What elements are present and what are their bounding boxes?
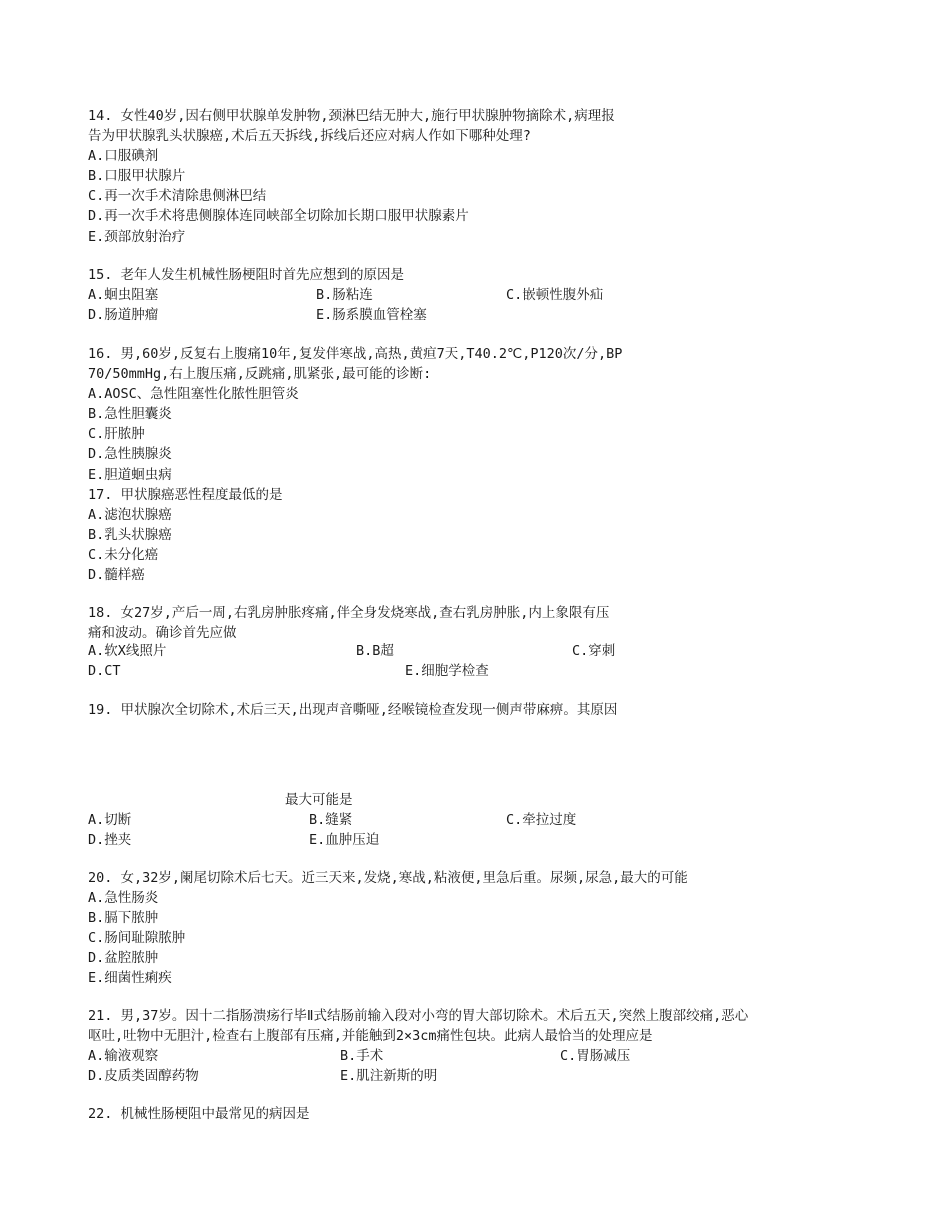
- question-14-option-c: C.再一次手术清除患侧淋巴结: [88, 188, 267, 204]
- question-16-option-c: C.肝脓肿: [88, 426, 145, 442]
- question-20-option-b: B.膈下脓肿: [88, 910, 159, 926]
- question-18-option-d: D.CT: [88, 663, 121, 679]
- question-20-option-c: C.肠间耻隙脓肿: [88, 930, 186, 946]
- question-15-option-d: D.肠道肿瘤: [88, 307, 159, 323]
- question-21-option-d: D.皮质类固醇药物: [88, 1068, 199, 1084]
- question-20-option-e: E.细菌性痢疾: [88, 970, 172, 986]
- question-15-option-b: B.肠粘连: [316, 287, 373, 303]
- question-18-stem-line-2: 痛和波动。确诊首先应做: [88, 625, 237, 641]
- question-22-stem: 22. 机械性肠梗阻中最常见的病因是: [88, 1106, 310, 1122]
- question-16-option-a: A.AOSC、急性阻塞性化脓性胆管炎: [88, 386, 299, 402]
- question-19-option-b: B.缝紧: [309, 812, 353, 828]
- question-18-option-c: C.穿刺: [572, 643, 616, 659]
- question-15-option-c: C.嵌顿性腹外疝: [506, 287, 604, 303]
- question-21-option-b: B.手术: [340, 1048, 384, 1064]
- question-18-option-a: A.软X线照片: [88, 643, 167, 659]
- question-18-option-b: B.B超: [356, 643, 394, 659]
- question-16-option-e: E.胆道蛔虫病: [88, 467, 172, 483]
- question-15-stem: 15. 老年人发生机械性肠梗阻时首先应想到的原因是: [88, 267, 405, 283]
- question-15-option-a: A.蛔虫阻塞: [88, 287, 159, 303]
- question-17-option-d: D.髓样癌: [88, 567, 145, 583]
- question-21-stem-line-2: 呕吐,吐物中无胆汁,检查右上腹部有压痛,并能触到2×3cm痛性包块。此病人最恰当的处理应是: [88, 1028, 653, 1044]
- question-14-stem-line-1: 14. 女性40岁,因右侧甲状腺单发肿物,颈淋巴结无肿大,施行甲状腺肿物摘除术,病理报: [88, 108, 615, 124]
- question-19-option-a: A.切断: [88, 812, 132, 828]
- question-21-option-a: A.输液观察: [88, 1048, 159, 1064]
- question-21-stem-line-1: 21. 男,37岁。因十二指肠溃疡行毕Ⅱ式结肠前输入段对小弯的胃大部切除术。术后五天,突然上腹部绞痛,恶心: [88, 1008, 749, 1024]
- question-17-option-c: C.未分化癌: [88, 547, 159, 563]
- question-14-option-e: E.颈部放射治疗: [88, 229, 186, 245]
- question-19-stem-line-1: 19. 甲状腺次全切除术,术后三天,出现声音嘶哑,经喉镜检查发现一侧声带麻痹。其原因: [88, 702, 618, 718]
- question-20-option-d: D.盆腔脓肿: [88, 950, 159, 966]
- question-18-option-e: E.细胞学检查: [405, 663, 489, 679]
- question-18-stem-line-1: 18. 女27岁,产后一周,右乳房肿胀疼痛,伴全身发烧寒战,查右乳房肿胀,内上象限有压: [88, 605, 610, 621]
- question-19-option-d: D.挫夹: [88, 832, 132, 848]
- question-21-option-c: C.胃肠减压: [560, 1048, 631, 1064]
- question-19-option-c: C.牵拉过度: [506, 812, 577, 828]
- question-17-option-a: A.滤泡状腺癌: [88, 507, 172, 523]
- question-14-stem-line-2: 告为甲状腺乳头状腺癌,术后五天拆线,拆线后还应对病人作如下哪种处理?: [88, 128, 531, 144]
- question-21-option-e: E.肌注新斯的明: [340, 1068, 438, 1084]
- question-16-option-b: B.急性胆囊炎: [88, 406, 172, 422]
- question-19-option-e: E.血肿压迫: [309, 832, 380, 848]
- question-20-option-a: A.急性肠炎: [88, 890, 159, 906]
- question-14-option-b: B.口服甲状腺片: [88, 168, 186, 184]
- question-17-stem: 17. 甲状腺癌恶性程度最低的是: [88, 487, 283, 503]
- question-16-stem-line-2: 70/50mmHg,右上腹压痛,反跳痛,肌紧张,最可能的诊断:: [88, 366, 432, 382]
- question-15-option-e: E.肠系膜血管栓塞: [316, 307, 427, 323]
- question-19-stem-line-2: 最大可能是: [285, 792, 353, 808]
- question-16-option-d: D.急性胰腺炎: [88, 446, 172, 462]
- question-14-option-a: A.口服碘剂: [88, 148, 159, 164]
- question-20-stem: 20. 女,32岁,阑尾切除术后七天。近三天来,发烧,寒战,粘液便,里急后重。尿频,尿急,最大的可能: [88, 870, 688, 886]
- question-16-stem-line-1: 16. 男,60岁,反复右上腹痛10年,复发伴寒战,高热,黄疸7天,T40.2℃,P120次/分,BP: [88, 346, 623, 362]
- question-14-option-d: D.再一次手术将患侧腺体连同峡部全切除加长期口服甲状腺素片: [88, 208, 469, 224]
- question-17-option-b: B.乳头状腺癌: [88, 527, 172, 543]
